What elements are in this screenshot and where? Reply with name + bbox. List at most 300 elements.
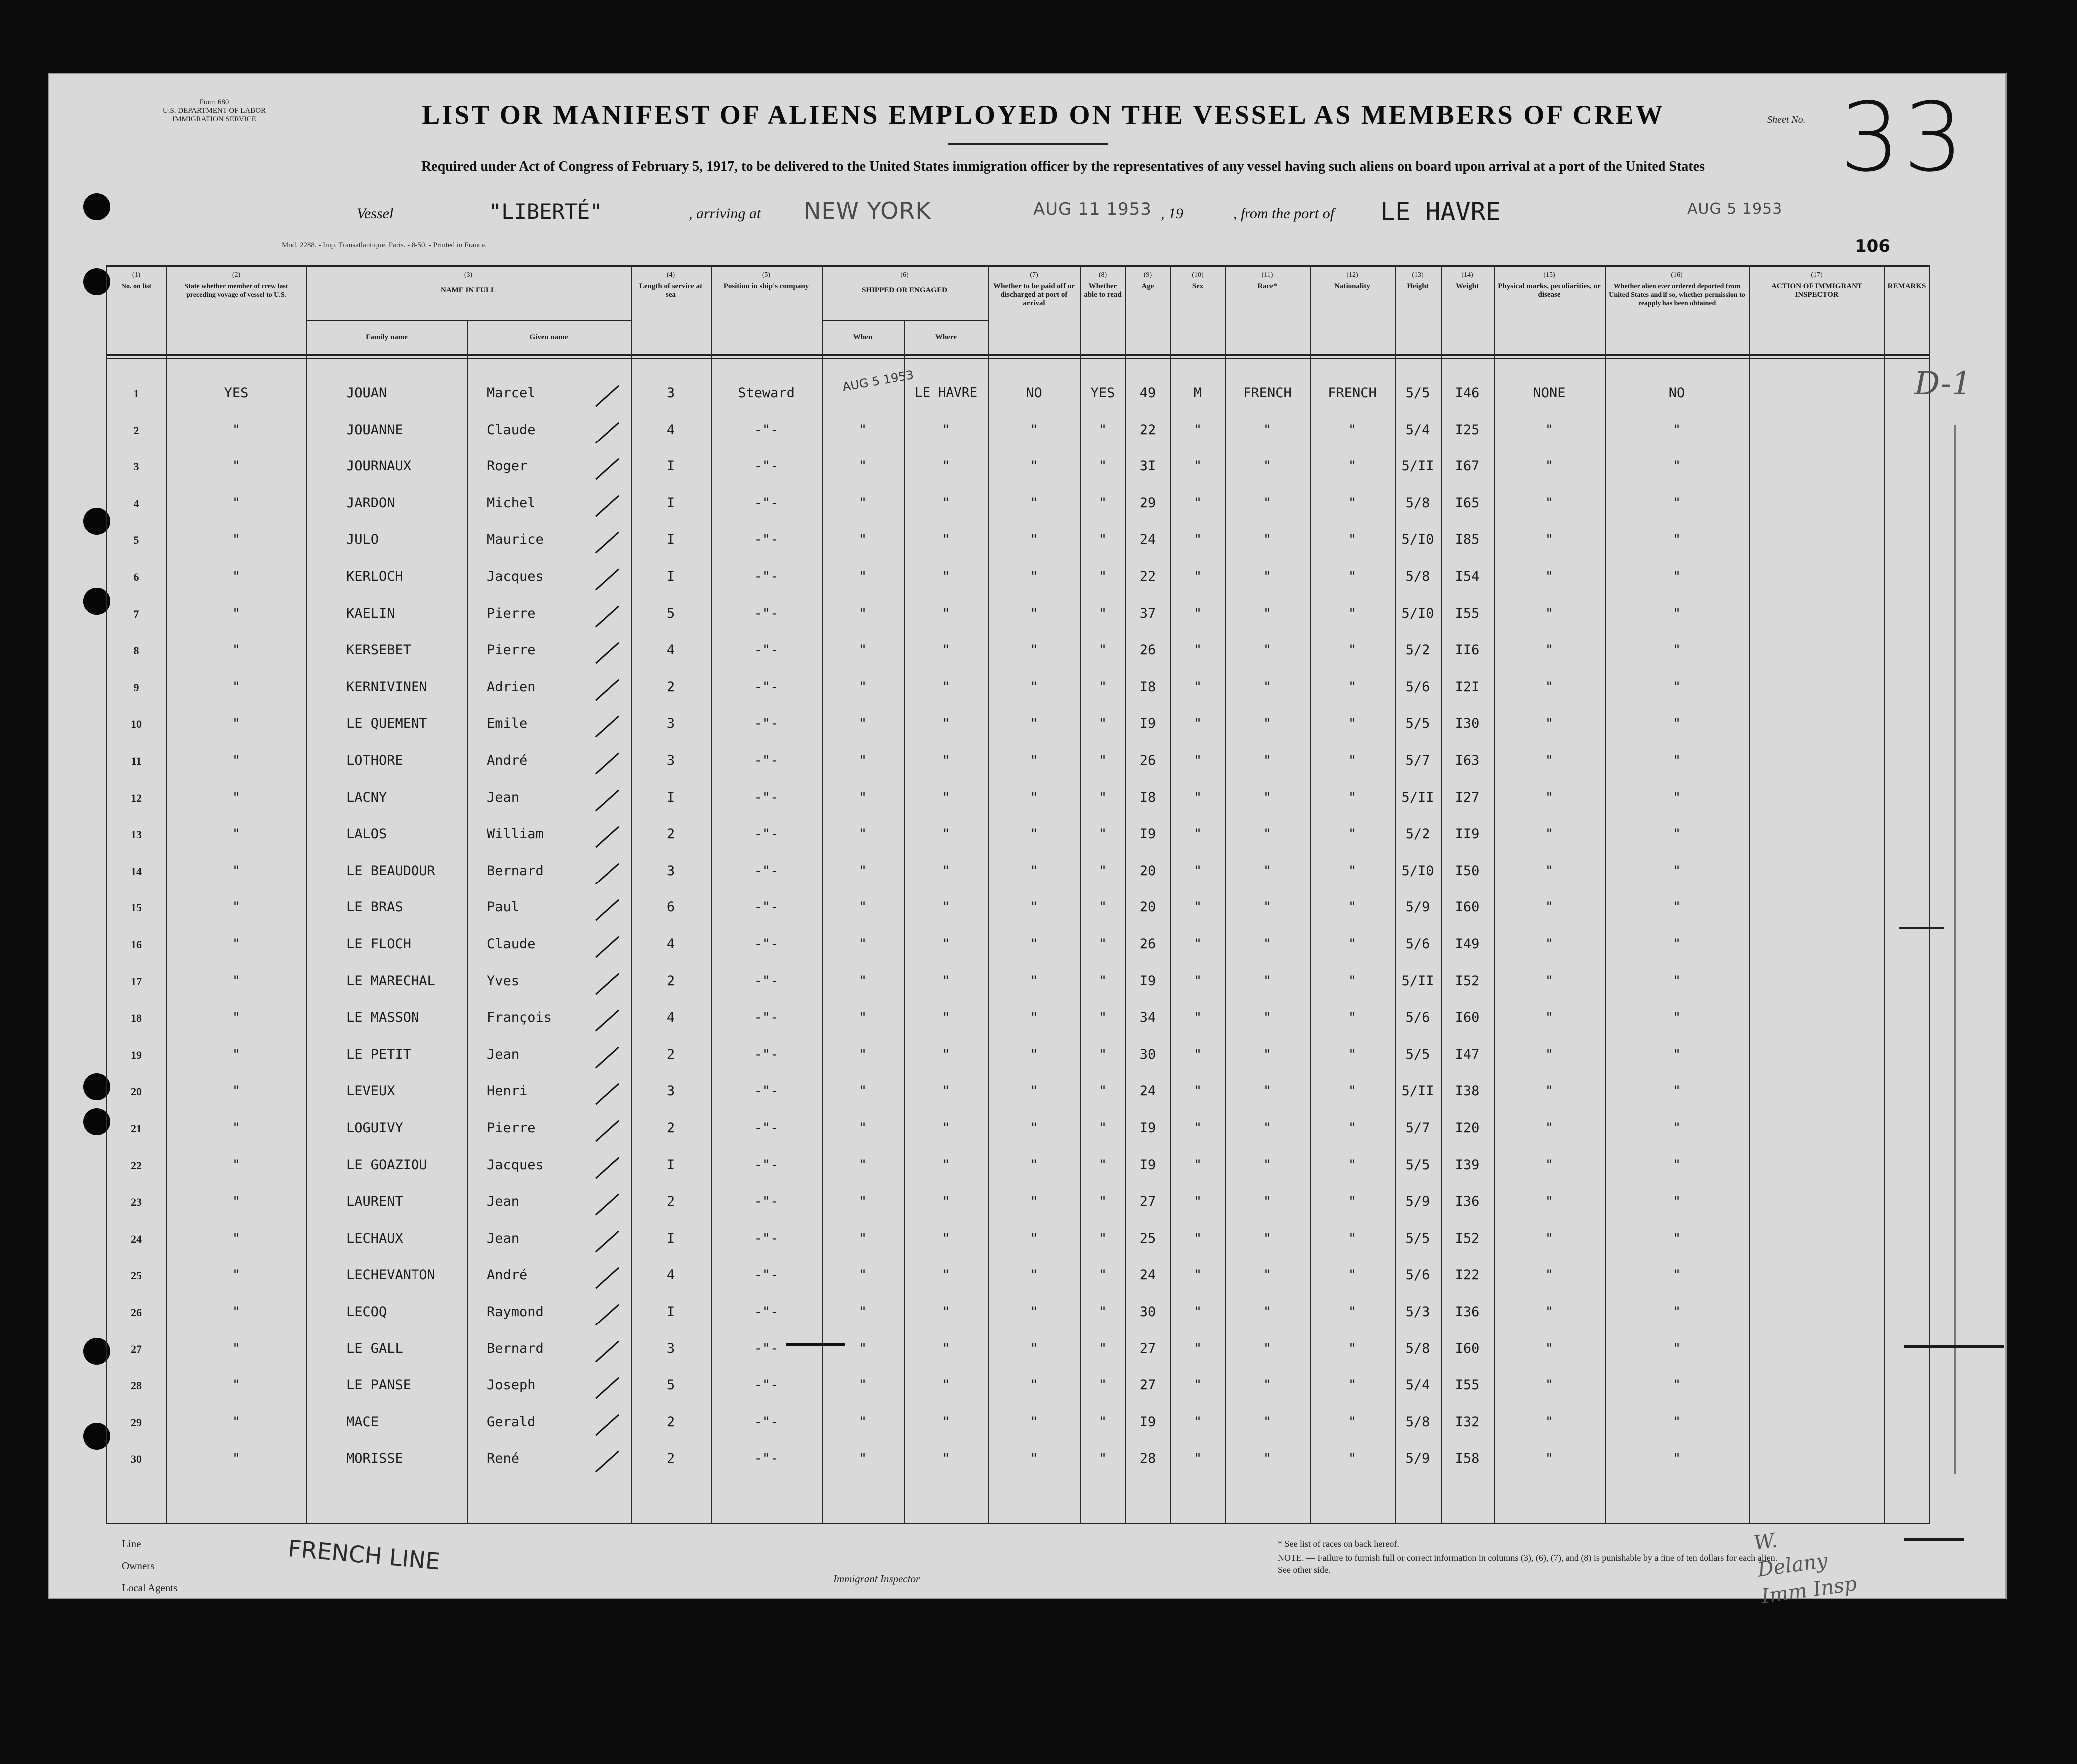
row-number: 26 [131, 1306, 142, 1319]
weight: I2I [1455, 679, 1480, 695]
age: I8 [1139, 679, 1156, 695]
penalty-note: NOTE. — Failure to furnish full or correct information in columns (3), (6), (7), and (8) is punishable by a fine of ten dollars for each alien. See other side. [1278, 1553, 1778, 1575]
race: " [1263, 753, 1272, 768]
able-to-read: " [1098, 569, 1107, 584]
check-tick [595, 973, 619, 995]
prev-voyage: " [232, 642, 241, 658]
race: " [1263, 495, 1272, 511]
height: 5/I0 [1401, 605, 1434, 621]
vessel-name: "LIBERTÉ" [489, 199, 603, 224]
row-number: 7 [133, 607, 139, 620]
sex: " [1193, 899, 1202, 915]
check-tick [595, 1046, 619, 1068]
able-to-read: " [1098, 1083, 1107, 1099]
column-rule [711, 265, 712, 1524]
weight: I63 [1455, 753, 1480, 768]
length-of-service: 2 [666, 826, 675, 842]
height: 5/5 [1405, 716, 1430, 732]
physical-marks: " [1545, 826, 1554, 842]
prev-voyage: " [232, 936, 241, 952]
given-name: Bernard [487, 1340, 544, 1356]
nationality: " [1348, 1267, 1357, 1283]
position: -"- [754, 716, 779, 732]
able-to-read: " [1098, 422, 1107, 438]
able-to-read: " [1098, 1414, 1107, 1430]
row-number: 22 [131, 1159, 142, 1172]
check-tick [595, 1267, 619, 1289]
physical-marks: " [1545, 1414, 1554, 1430]
length-of-service: 4 [666, 936, 675, 952]
length-of-service: 2 [666, 1194, 675, 1210]
given-name: Raymond [487, 1304, 544, 1320]
position: -"- [754, 1267, 779, 1283]
shipped-when: " [858, 605, 867, 621]
column-number: (6) [900, 271, 909, 279]
check-tick [595, 422, 619, 443]
length-of-service: 2 [666, 679, 675, 695]
shipped-where: " [942, 1340, 950, 1356]
departure-date-stamp: AUG 5 1953 [1687, 200, 1783, 218]
deported: " [1672, 1010, 1681, 1026]
prev-voyage: " [232, 789, 241, 805]
column-rule [1225, 265, 1226, 1524]
able-to-read: " [1098, 532, 1107, 548]
column-rule [1441, 265, 1442, 1524]
column-header: SHIPPED OR ENGAGED [862, 286, 947, 294]
age: I9 [1139, 826, 1156, 842]
sex: " [1193, 1304, 1202, 1320]
height: 5/II [1401, 973, 1434, 989]
subcolumn-header: Given name [529, 333, 568, 341]
height: 5/II [1401, 789, 1434, 805]
paid-off: " [1030, 569, 1038, 584]
sex: " [1193, 1120, 1202, 1136]
nationality: " [1348, 605, 1357, 621]
age: 20 [1139, 863, 1156, 879]
prev-voyage: " [232, 1010, 241, 1026]
sex: " [1193, 1157, 1202, 1173]
owners-label: Owners [122, 1560, 155, 1572]
punch-hole [83, 193, 110, 220]
subcolumn-header: Family name [366, 333, 408, 341]
position: -"- [754, 1083, 779, 1099]
column-rule [822, 265, 823, 1524]
able-to-read: " [1098, 1120, 1107, 1136]
prev-voyage: " [232, 1340, 241, 1356]
line-label: Line [122, 1538, 141, 1550]
deported: " [1672, 1340, 1681, 1356]
physical-marks: " [1545, 679, 1554, 695]
paid-off: " [1030, 422, 1038, 438]
able-to-read: " [1098, 1451, 1107, 1467]
race: " [1263, 422, 1272, 438]
column-header: NAME IN FULL [440, 286, 496, 294]
prev-voyage: " [232, 1304, 241, 1320]
shipped-when: " [858, 642, 867, 658]
paid-off: " [1030, 1414, 1038, 1430]
shipped-where: " [942, 605, 950, 621]
height: 5/5 [1405, 1230, 1430, 1246]
prev-voyage: " [232, 1194, 241, 1210]
able-to-read: " [1098, 1377, 1107, 1393]
age: I9 [1139, 716, 1156, 732]
deported: " [1672, 1377, 1681, 1393]
weight: I55 [1455, 1377, 1480, 1393]
height: 5/5 [1405, 385, 1430, 401]
shipped-when: " [858, 1451, 867, 1467]
paid-off: " [1030, 532, 1038, 548]
check-tick [595, 1157, 619, 1179]
ink-stroke [786, 1343, 845, 1346]
nationality: " [1348, 1451, 1357, 1467]
check-tick [595, 1120, 619, 1142]
height: 5/6 [1405, 1010, 1430, 1026]
row-number: 28 [131, 1379, 142, 1392]
given-name: Claude [487, 422, 536, 438]
arriving-port: NEW YORK [804, 197, 931, 224]
able-to-read: " [1098, 679, 1107, 695]
check-tick [595, 1230, 619, 1252]
shipped-when: " [858, 789, 867, 805]
column-rule [1494, 265, 1495, 1524]
row-number: 11 [131, 755, 142, 767]
prev-voyage: " [232, 863, 241, 879]
able-to-read: " [1098, 789, 1107, 805]
family-name: LE GOAZIOU [346, 1157, 427, 1173]
column-rule [1080, 265, 1081, 1524]
race: " [1263, 936, 1272, 952]
given-name: Pierre [487, 642, 536, 658]
able-to-read: " [1098, 1046, 1107, 1062]
sex: " [1193, 569, 1202, 584]
deported: " [1672, 532, 1681, 548]
shipped-where: " [942, 1010, 950, 1026]
family-name: LAURENT [346, 1194, 403, 1210]
family-name: LE MASSON [346, 1010, 419, 1026]
nationality: " [1348, 753, 1357, 768]
deported: " [1672, 569, 1681, 584]
given-name: Gerald [487, 1414, 536, 1430]
prev-voyage: " [232, 826, 241, 842]
length-of-service: 2 [666, 1120, 675, 1136]
check-tick [595, 385, 619, 407]
family-name: LE BEAUDOUR [346, 863, 435, 879]
sex: " [1193, 716, 1202, 732]
position: -"- [754, 495, 779, 511]
sex: " [1193, 753, 1202, 768]
given-name: Jean [487, 1046, 520, 1062]
family-name: LE QUEMENT [346, 716, 427, 732]
physical-marks: " [1545, 642, 1554, 658]
family-name: KERLOCH [346, 569, 403, 584]
family-given-split [467, 320, 468, 1524]
paid-off: " [1030, 495, 1038, 511]
shipped-where: " [942, 642, 950, 658]
age: 20 [1139, 899, 1156, 915]
check-tick [595, 1010, 619, 1032]
prev-voyage: " [232, 495, 241, 511]
weight: I55 [1455, 605, 1480, 621]
row-number: 18 [131, 1012, 142, 1025]
physical-marks: " [1545, 1010, 1554, 1026]
deported: " [1672, 789, 1681, 805]
shipped-where: " [942, 1414, 950, 1430]
family-name: LECOQ [346, 1304, 387, 1320]
prev-voyage: " [232, 1230, 241, 1246]
weight: I22 [1455, 1267, 1480, 1283]
race: " [1263, 1230, 1272, 1246]
weight: I30 [1455, 716, 1480, 732]
age: 27 [1139, 1340, 1156, 1356]
deported: " [1672, 1083, 1681, 1099]
given-name: François [487, 1010, 552, 1026]
row-number: 27 [131, 1342, 142, 1355]
given-name: Pierre [487, 1120, 536, 1136]
shipped-where: " [942, 1230, 950, 1246]
deported: " [1672, 1046, 1681, 1062]
able-to-read: " [1098, 936, 1107, 952]
position: -"- [754, 1377, 779, 1393]
column-header: Age [1141, 282, 1154, 290]
row-number: 30 [131, 1453, 142, 1466]
shipped-when: " [858, 973, 867, 989]
sex: " [1193, 642, 1202, 658]
column-header: Sex [1192, 282, 1204, 290]
arriving-label: , arriving at [689, 205, 761, 222]
length-of-service: 2 [666, 1451, 675, 1467]
nationality: " [1348, 1120, 1357, 1136]
length-of-service: 4 [666, 1267, 675, 1283]
given-name: Emile [487, 716, 528, 732]
nationality: " [1348, 1340, 1357, 1356]
column-number: (12) [1346, 271, 1358, 279]
sex: " [1193, 458, 1202, 474]
column-number: (1) [132, 271, 141, 279]
column-number: (17) [1811, 271, 1823, 279]
from-port: LE HAVRE [1380, 197, 1501, 226]
given-name: William [487, 826, 544, 842]
age: 49 [1139, 385, 1156, 401]
position: -"- [754, 605, 779, 621]
sex: " [1193, 1046, 1202, 1062]
prev-voyage: " [232, 716, 241, 732]
row-number: 1 [133, 387, 139, 400]
race: " [1263, 532, 1272, 548]
nationality: " [1348, 1304, 1357, 1320]
column-rule [1749, 265, 1750, 1524]
weight: I32 [1455, 1414, 1480, 1430]
form-identifier [149, 98, 279, 124]
given-name: Maurice [487, 532, 544, 548]
paid-off: " [1030, 899, 1038, 915]
shipped-where: " [942, 1046, 950, 1062]
height: 5/8 [1405, 1340, 1430, 1356]
shipped-where: " [942, 422, 950, 438]
family-name: KERNIVINEN [346, 679, 427, 695]
height: 5/2 [1405, 826, 1430, 842]
column-number: (14) [1461, 271, 1473, 279]
family-name: MACE [346, 1414, 379, 1430]
row-number: 19 [131, 1048, 142, 1061]
nationality: FRENCH [1328, 385, 1377, 401]
column-rule [1395, 265, 1396, 1524]
row-number: 2 [133, 424, 139, 437]
age: 27 [1139, 1377, 1156, 1393]
deported: NO [1668, 385, 1685, 401]
age: 26 [1139, 642, 1156, 658]
length-of-service: 2 [666, 973, 675, 989]
paid-off: " [1030, 753, 1038, 768]
paid-off: " [1030, 1120, 1038, 1136]
physical-marks: " [1545, 716, 1554, 732]
check-tick [595, 458, 619, 480]
shipped-when: " [858, 1157, 867, 1173]
physical-marks: " [1545, 1083, 1554, 1099]
race: " [1263, 1010, 1272, 1026]
age: I9 [1139, 1120, 1156, 1136]
given-name: Paul [487, 899, 520, 915]
prev-voyage: " [232, 605, 241, 621]
nationality: " [1348, 1083, 1357, 1099]
height: 5/II [1401, 1083, 1434, 1099]
prev-voyage: " [232, 899, 241, 915]
height: 5/9 [1405, 1451, 1430, 1467]
sex: " [1193, 1010, 1202, 1026]
shipped-where: " [942, 863, 950, 879]
check-tick [595, 605, 619, 627]
prev-voyage: " [232, 1157, 241, 1173]
shipped-when: " [858, 899, 867, 915]
shipped-where: " [942, 532, 950, 548]
sex: " [1193, 789, 1202, 805]
length-of-service: I [666, 1304, 675, 1320]
year-label: , 19 [1161, 205, 1183, 222]
document-subtitle: Required under Act of Congress of February 5, 1917, to be delivered to the United States immigration officer by the representatives of any vessel having such aliens on board upon arrival at a port of the United States [421, 159, 1705, 174]
check-tick [595, 1083, 619, 1105]
age: 30 [1139, 1304, 1156, 1320]
sex: " [1193, 605, 1202, 621]
age: 26 [1139, 753, 1156, 768]
family-name: JOUANNE [346, 422, 403, 438]
prev-voyage: " [232, 1414, 241, 1430]
shipped-where: LE HAVRE [914, 385, 978, 400]
position: Steward [738, 385, 795, 401]
length-of-service: 2 [666, 1046, 675, 1062]
race: " [1263, 826, 1272, 842]
weight: I36 [1455, 1304, 1480, 1320]
physical-marks: " [1545, 1157, 1554, 1173]
sex: " [1193, 1377, 1202, 1393]
given-name: Jacques [487, 569, 544, 584]
weight: I49 [1455, 936, 1480, 952]
nationality: " [1348, 1377, 1357, 1393]
check-tick [595, 789, 619, 811]
sex: " [1193, 679, 1202, 695]
prev-voyage: " [232, 679, 241, 695]
weight: I50 [1455, 863, 1480, 879]
able-to-read: " [1098, 458, 1107, 474]
height: 5/9 [1405, 1194, 1430, 1210]
check-tick [595, 716, 619, 738]
sex: " [1193, 1414, 1202, 1430]
sex: " [1193, 1083, 1202, 1099]
column-rule [1929, 265, 1930, 1524]
column-header: Physical marks, peculiarities, or disease [1498, 282, 1601, 299]
given-name: Jacques [487, 1157, 544, 1173]
age: 37 [1139, 605, 1156, 621]
from-port-label: , from the port of [1233, 205, 1335, 222]
prev-voyage: " [232, 569, 241, 584]
sex: " [1193, 973, 1202, 989]
shipped-when: " [858, 936, 867, 952]
able-to-read: " [1098, 1010, 1107, 1026]
deported: " [1672, 458, 1681, 474]
given-name: Jean [487, 1230, 520, 1246]
row-number: 12 [131, 791, 142, 804]
able-to-read: " [1098, 1194, 1107, 1210]
height: 5/4 [1405, 422, 1430, 438]
nationality: " [1348, 458, 1357, 474]
age: 3I [1139, 458, 1156, 474]
weight: I52 [1455, 973, 1480, 989]
paid-off: " [1030, 642, 1038, 658]
weight: I65 [1455, 495, 1480, 511]
shipped-when: " [858, 1414, 867, 1430]
paid-off: " [1030, 1194, 1038, 1210]
shipped-when: " [858, 716, 867, 732]
family-name: LOGUIVY [346, 1120, 403, 1136]
shipped-where: " [942, 753, 950, 768]
weight: I47 [1455, 1046, 1480, 1062]
weight: II6 [1455, 642, 1480, 658]
column-header: Weight [1456, 282, 1479, 290]
given-name: Yves [487, 973, 520, 989]
row-number: 3 [133, 460, 139, 473]
shipped-when: " [858, 1083, 867, 1099]
sex: " [1193, 532, 1202, 548]
weight: I52 [1455, 1230, 1480, 1246]
immigrant-inspector-label: Immigrant Inspector [833, 1573, 920, 1585]
able-to-read: " [1098, 1304, 1107, 1320]
vessel-label: Vessel [357, 205, 394, 222]
race: " [1263, 1451, 1272, 1467]
sex: " [1193, 826, 1202, 842]
length-of-service: 4 [666, 422, 675, 438]
shipped-when: " [858, 1120, 867, 1136]
shipped-where: " [942, 1451, 950, 1467]
table-header-double-rule [106, 358, 1929, 359]
shipped-when-stamp: AUG 5 1953 [841, 367, 915, 394]
nationality: " [1348, 1194, 1357, 1210]
prev-voyage: " [232, 1120, 241, 1136]
shipped-where: " [942, 789, 950, 805]
deported: " [1672, 1194, 1681, 1210]
shipped-when: " [858, 1377, 867, 1393]
column-header: Height [1407, 282, 1429, 290]
row-number: 24 [131, 1232, 142, 1245]
prev-voyage: " [232, 1083, 241, 1099]
paid-off: " [1030, 973, 1038, 989]
family-name: LE GALL [346, 1340, 403, 1356]
physical-marks: " [1545, 569, 1554, 584]
family-name: LE PANSE [346, 1377, 412, 1393]
paid-off: NO [1026, 385, 1042, 401]
height: 5/8 [1405, 569, 1430, 584]
height: 5/5 [1405, 1046, 1430, 1062]
length-of-service: 3 [666, 753, 675, 768]
sex: " [1193, 422, 1202, 438]
given-name: Claude [487, 936, 536, 952]
